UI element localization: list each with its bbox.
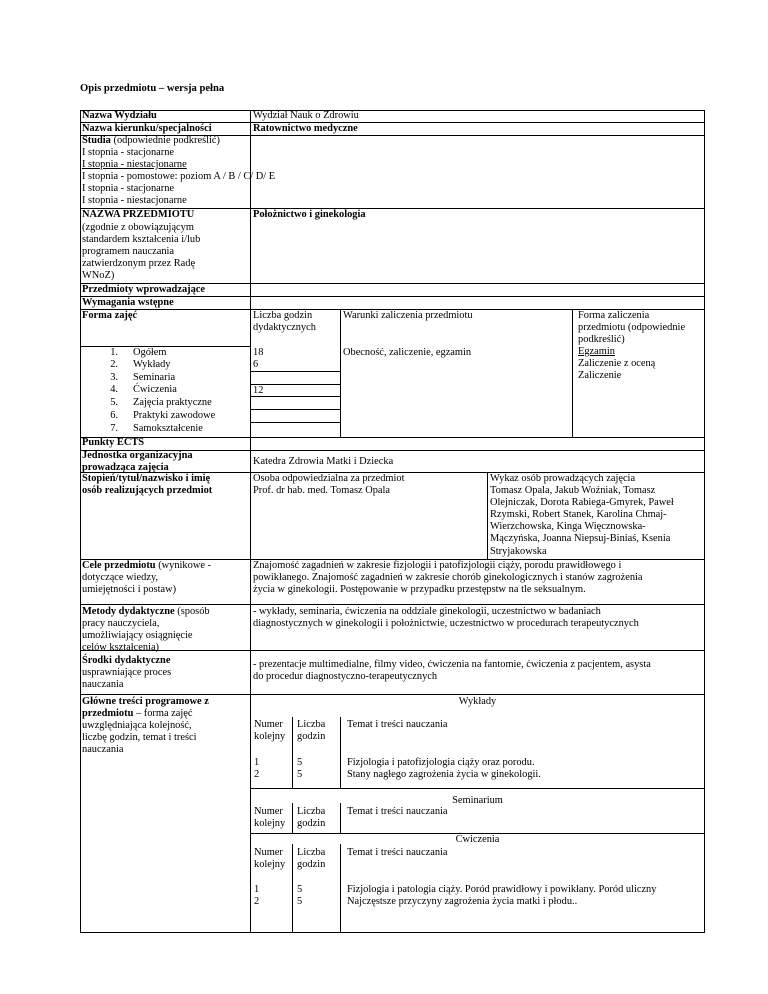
course-name-note: (zgodnie z obowiązującym [82,222,194,233]
col-hours-header: godzin [297,731,326,742]
rule [250,110,251,933]
studies-option: I stopnia - niestacjonarne [82,195,187,206]
studies-option-selected: I stopnia - niestacjonarne [82,159,187,170]
class-form-name: Ogółem [133,347,167,358]
col-hours-header: Liczba [297,719,326,730]
col-number-header: kolejny [254,859,286,870]
course-name-note: standardem kształcenia i/lub [82,234,201,245]
objectives-text: Znajomość zagadnień w zakresie fizjologii i patofizjologii ciąży, porodu prawidłowego i [253,560,622,571]
teaching-aids-label-line: nauczania [82,679,124,690]
class-form-number: 7. [110,423,118,434]
document-title: Opis przedmiotu – wersja pełna [80,83,225,94]
methods-label-main: Metody dydaktyczne [82,606,175,617]
field-value: Ratownictwo medyczne [253,123,358,134]
prerequisite-courses-label: Przedmioty wprowadzające [82,284,206,295]
requirements-label: Wymagania wstępne [82,297,174,308]
class-form-number: 2. [110,359,118,370]
teaching-aids-text: do procedur diagnostyczno-terapeutycznych [253,671,438,682]
rule [80,694,705,695]
staff-list-line: Mączyńska, Joanna Niepsuj-Biniaś, Ksenia [490,533,671,544]
objectives-label-line: umiejętności i postaw) [82,584,177,595]
rule [292,717,293,788]
conditions-header: Warunki zaliczenia przedmiotu [343,310,473,321]
methods-label-line: celów kształcenia) [82,642,160,653]
objectives-text: powikłanego. Znajomość zagadnień w zakresie chorób ginekologicznych i stanów zagrożenia [253,572,643,583]
objectives-label [82,560,211,572]
col-number-header: kolejny [254,731,286,742]
class-form-number: 3. [110,372,118,383]
course-name-note: programem nauczania [82,246,175,257]
methods-label-line: pracy nauczyciela, [82,618,160,629]
col-number-header: kolejny [254,818,286,829]
rule [340,844,341,933]
methods-label-rest: (sposób [174,606,210,617]
rule [250,384,340,385]
assessment-header: podkreślić) [578,334,625,345]
rule [250,396,340,397]
rule [250,409,340,410]
lecture-hours: 5 [297,769,303,780]
class-form-number: 6. [110,410,118,421]
content-note: liczbę godzin, temat i treści [82,732,197,743]
col-topic-header: Temat i treści nauczania [347,847,448,858]
ects-label: Punkty ECTS [82,437,145,448]
class-form-number: 4. [110,384,118,395]
col-hours-header: godzin [297,859,326,870]
studies-option: I stopnia - stacjonarne [82,147,175,158]
col-hours-header: godzin [297,818,326,829]
class-form-name: Wykłady [133,359,171,370]
rule [250,371,340,372]
methods-text: diagnostycznych w ginekologii i położnictwie, uczestnictwo w procedurach terapeutycznych [253,618,639,629]
course-name-note: zatwierdzonym przez Radę [82,258,196,269]
exercise-topic: Najczęstsze przyczyny zagrożenia życia matki i płodu.. [347,896,578,907]
rule [250,422,340,423]
col-number-header: Numer [254,719,283,730]
unit-label: prowadząca zajęcia [82,462,169,473]
rule [292,803,293,833]
exercises-title: Ćwiczenia [455,834,500,845]
lecture-number: 2 [254,769,260,780]
rule [340,717,341,788]
staff-list-line: Rzymski, Robert Stanek, Karolina Chmaj- [490,509,667,520]
studies-hint: (odpowiednie podkreślić) [110,135,220,146]
studies-label-main: Studia [82,135,111,146]
rule [80,604,705,605]
unit-value: Katedra Zdrowia Matki i Dziecka [253,456,394,467]
methods-label [82,606,210,618]
class-form-name: Ćwiczenia [133,384,177,395]
col-topic-header: Temat i treści nauczania [347,806,448,817]
assessment-option: Zaliczenie [578,370,622,381]
content-note: nauczania [82,744,124,755]
col-number-header: Numer [254,806,283,817]
conditions-value: Obecność, zaliczenie, egzamin [343,347,472,358]
exercise-number: 1 [254,884,260,895]
lecture-topic: Stany nagłego zagrożenia życia w ginekologii. [347,769,541,780]
unit-label: Jednostka organizacyjna [82,450,193,461]
course-name-value: Położnictwo i ginekologia [253,209,366,220]
content-label-main: przedmiotu [82,708,134,719]
exercise-topic: Fizjologia i patologia ciąży. Poród prawidłowy i powikłany. Poród uliczny [347,884,657,895]
rule [340,803,341,833]
class-form-number: 1. [110,347,118,358]
assessment-header: Forma zaliczenia [578,310,650,321]
rule [340,309,341,437]
responsible-label: Osoba odpowiedzialna za przedmiot [253,473,405,484]
rule [80,437,705,438]
staff-list-line: Stryjakowska [490,546,547,557]
course-name-label: NAZWA PRZEDMIOTU [82,209,195,220]
staff-list-line: Tomasz Opala, Jakub Woźniak, Tomasz [490,485,656,496]
field-label: Nazwa kierunku/specjalności [82,123,212,134]
content-label: Główne treści programowe z [82,696,209,707]
exercise-hours: 5 [297,896,303,907]
teaching-aids-label: Środki dydaktyczne [82,655,171,666]
objectives-text: życia w ginekologii. Postępowanie w przypadku przestępstw na tle seksualnym. [253,584,586,595]
course-name-note: WNoZ) [82,270,115,281]
lectures-title: Wykłady [458,696,497,707]
rule [292,844,293,933]
methods-label-line: umożliwiający osiągnięcie [82,630,193,641]
col-topic-header: Temat i treści nauczania [347,719,448,730]
seminar-title: Seminarium [452,795,503,806]
class-form-name: Seminaria [133,372,176,383]
exercise-hours: 5 [297,884,303,895]
class-form-name: Samokształcenie [133,423,203,434]
lecture-hours: 5 [297,757,303,768]
objectives-label-main: Cele przedmiotu [82,560,156,571]
studies-label [82,135,220,147]
rule [572,309,573,437]
lecture-number: 1 [254,757,260,768]
staff-label: osób realizujących przedmiot [82,485,213,496]
class-form-name: Praktyki zawodowe [133,410,216,421]
studies-option: I stopnia - stacjonarne [82,183,175,194]
assessment-option: Zaliczenie z oceną [578,358,656,369]
class-form-hours: 18 [253,347,264,358]
teaching-aids-text: - prezentacje multimedialne, filmy video, ćwiczenia na fantomie, ćwiczenia z pacjentem, asysta [253,659,651,670]
responsible-value: Prof. dr hab. med. Tomasz Opala [253,485,391,496]
staff-label: Stopień/tytuł/nazwisko i imię [82,473,211,484]
content-label-line [82,708,193,720]
studies-option: I stopnia - pomostowe: poziom A / B / C/ D/ E [82,171,276,182]
content-note: uwzględniająca kolejność, [82,720,192,731]
objectives-label-rest: (wynikowe - [155,560,211,571]
assessment-option-selected: Egzamin [578,346,615,357]
class-form-name: Zajęcia praktyczne [133,397,212,408]
lecture-topic: Fizjologia i patofizjologia ciąży oraz porodu. [347,757,535,768]
rule [487,472,488,559]
objectives-label-line: dotyczące wiedzy, [82,572,159,583]
col-number-header: Numer [254,847,283,858]
rule [80,650,705,651]
content-label-rest: – forma zajęć [133,708,193,719]
rule [250,788,705,789]
hours-header: dydaktycznych [253,322,316,333]
assessment-header: przedmiotu (odpowiednie [578,322,686,333]
hours-header: Liczba godzin [253,310,313,321]
class-forms-label: Forma zajęć [82,310,138,321]
exercise-number: 2 [254,896,260,907]
staff-list-line: Olejniczak, Dorota Rabiega-Gmyrek, Paweł [490,497,674,508]
teaching-aids-label-line: usprawniające proces [82,667,172,678]
faculty-label: Nazwa Wydziału [82,110,157,121]
col-hours-header: Liczba [297,806,326,817]
methods-text: - wykłady, seminaria, ćwiczenia na oddziale ginekologii, uczestnictwo w badaniach [253,606,601,617]
staff-list-line: Wierzchowska, Kinga Więcznowska- [490,521,646,532]
faculty-value: Wydział Nauk o Zdrowiu [253,110,359,121]
class-form-hours: 12 [253,385,264,396]
class-form-number: 5. [110,397,118,408]
class-form-hours: 6 [253,359,259,370]
col-hours-header: Liczba [297,847,326,858]
staff-list-label: Wykaz osób prowadzących zajęcia [490,473,636,484]
